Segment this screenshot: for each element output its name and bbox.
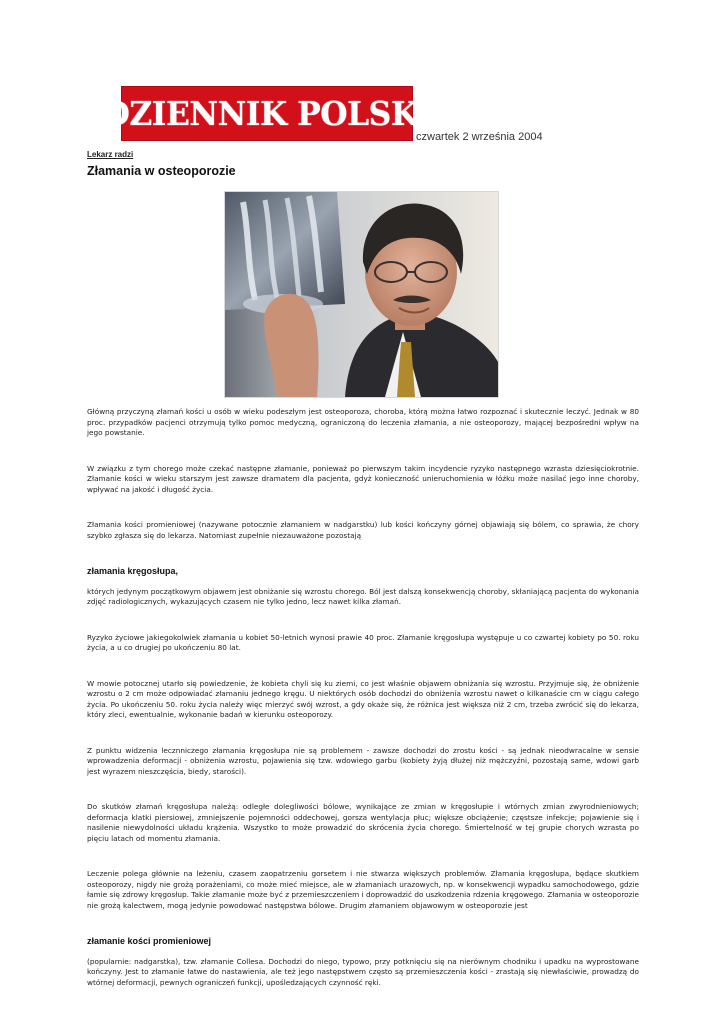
issue-date: czwartek 2 września 2004 [416,131,543,143]
masthead-text: DZIENNIK POLSKI [102,94,432,133]
section-link[interactable]: Lekarz radzi [87,150,134,159]
paragraph: Główną przyczyną złamań kości u osób w wieku podeszłym jest osteoporoza, choroba, którą można łatwo rozpoznać i skutecznie leczyć. Jednak w 80 proc. przypadków pacjenci otrzymują tylko pomoc medyczną, ograniczoną do leczenia złamania, a nie osteoporozy, mającej bezpośredni wpływ na jego powstanie. [87,407,639,437]
subheading: złamanie kości promieniowej [87,936,212,946]
doctor-holding-xray-icon [225,192,498,397]
paragraph: Złamania kości promieniowej (nazywane potocznie złamaniem w nadgarstku) lub kości kończyny górnej objawiają się bólem, co sprawia, że chory szybko zgłasza się do lekarza. Natomiast zupełnie niezauważone pozostają [87,520,639,540]
paragraph: (popularnie: nadgarstka), tzw. złamanie Collesa. Dochodzi do niego, typowo, przy potknięciu się na nierównym chodniku i upadku na wyprostowane kończyny. Jest to złamanie łatwe do nastawienia, ale też jego następstwem często są przemieszczenia kości - zrastają się niewłaściwie, prowadzą do wtórnej deformacji, pewnych ograniczeń funkcji, upośledzających czynność ręki. [87,956,639,987]
masthead-logo [102,86,432,141]
paragraph: Leczenie polega głównie na leżeniu, czasem zaopatrzeniu gorsetem i nie stwarza większych problemów. Złamania kręgosłupa, będące skutkiem osteoporozy, nigdy nie grożą porażeniami, co może mieć miejsce, ale w złamaniach urazowych, np. w konsekwencji wypadku samochodowego, gdzie łamie się zdrowy kręgosłup. Takie złamanie może być z przemieszczeniem i doprowadzić do uszkodzenia rdzenia kręgowego. Złamania w osteoporozie nie grożą kalectwem, mogą jedynie powodować następstwa bólowe. Drugim złamaniem objawowym w osteoporozie jest [87,869,639,910]
article-body [87,407,639,1013]
paragraph: W związku z tym chorego może czekać następne złamanie, ponieważ po pierwszym takim incydencie ryzyko następnego wzrasta dziesięciokrotnie. Złamanie kości w wieku starszym jest zawsze dramatem dla pacjenta, gdyż konieczność unieruchomienia w łóżku może nasilać jego inne choroby, wpływać na jakość i długość życia. [87,463,639,494]
doctor-xray-photo [224,191,499,398]
paragraph: Ryzyko życiowe jakiegokolwiek złamania u kobiet 50-letnich wynosi prawie 40 proc. Złamanie kręgosłupa występuje u co czwartej kobiety po 50. roku życia, a u co drugiej po ukończeniu 80 lat. [87,632,639,652]
article-title: Złamania w osteoporozie [87,164,236,178]
paragraph: W mowie potocznej utarło się powiedzenie, że kobieta chyli się ku ziemi, co jest właśnie objawem obniżania się wzrostu. Przyjmuje się, że obniżenie wzrostu o 2 cm może odpowiadać złamaniu jednego kręgu. U niektórych osób dochodzi do obniżenia wzrostu nawet o kilkanaście cm w ciągu całego życia. Po ukończeniu 50. roku życia należy więc mierzyć swój wzrost, a gdy okaże się, że różnica jest większa niż 2 cm, trzeba zwrócić się do lekarza, który zleci, ewentualnie, wykonanie badań w kierunku osteoporozy. [87,678,639,719]
paragraph: których jedynym początkowym objawem jest obniżanie się wzrostu chorego. Ból jest dalszą konsekwencją choroby, skłaniającą pacjenta do wykonania zdjęć radiologicznych, wykazujących czasem nie tylko jedno, lecz nawet kilka złamań. [87,586,639,606]
paragraph: Do skutków złamań kręgosłupa należą: odległe dolegliwości bólowe, wynikające ze zmian w kręgosłupie i wtórnych zmian zwyrodnieniowych; deformacja klatki piersiowej, zmniejszenie pojemności oddechowej, gorsza wentylacja płuc; większe obciążenie; częstsze infekcje; pojawienie się i nasilenie niewydolności układu krążenia. Wszystko to może prowadzić do skrócenia życia chorego. Śmiertelność w tej grupie chorych wzrasta po pięciu latach od momentu złamania. [87,802,639,843]
subheading: złamania kręgosłupa, [87,566,179,576]
paragraph: Z punktu widzenia lecznniczego złamania kręgosłupa nie są problemem - zawsze dochodzi do zrostu kości - są jednak nieodwracalne w sensie wprowadzenia deformacji - obniżenia wzrostu, pojawienia się tzw. wdowiego garbu (kobiety żyją dłużej niż mężczyźni, pozostają same, wdowi garb jest wyrazem nieszczęścia, biedy, starości). [87,745,639,776]
